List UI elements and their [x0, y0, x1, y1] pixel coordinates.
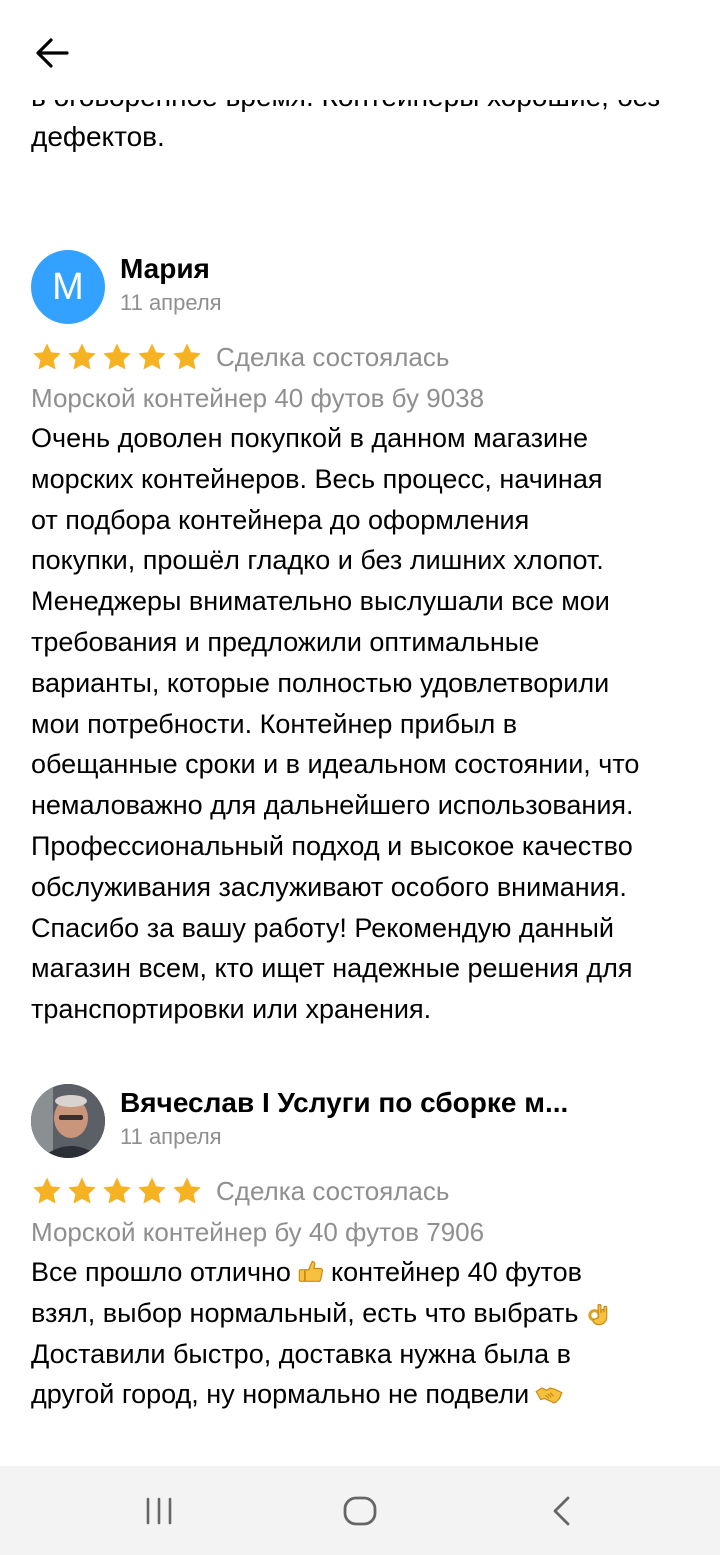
review-text-line: морских контейнеров. Весь процесс, начиная: [31, 463, 603, 494]
star-icon: [66, 341, 98, 373]
deal-status: Сделка состоялась: [216, 1176, 450, 1206]
review-text-fragment: контейнер 40 футов: [330, 1257, 582, 1287]
review-text-line: немаловажно для дальнейшего использования.: [31, 790, 634, 821]
review-text-line: [31, 1374, 701, 1415]
star-icon: [171, 341, 203, 373]
star-icon: [31, 1175, 63, 1207]
review-card: [31, 250, 701, 1030]
recent-apps-icon: [144, 1497, 174, 1525]
star-icon: [171, 1175, 203, 1207]
review-text-line: [31, 1293, 701, 1334]
arrow-left-icon: [35, 38, 69, 68]
avatar[interactable]: [31, 250, 105, 324]
review-text-line: требования и предложили оптимальные: [31, 626, 540, 657]
review-text: [31, 418, 701, 1030]
star-icon: [136, 341, 168, 373]
home-button[interactable]: [330, 1486, 390, 1536]
author-name[interactable]: Вячеслав I Услуги по сборке м...: [120, 1087, 569, 1118]
review-date: 11 апреля: [120, 1124, 222, 1149]
star-icon: [31, 341, 63, 373]
system-navigation-bar: [0, 1466, 720, 1555]
star-icon: [66, 1175, 98, 1207]
avatar[interactable]: [31, 1084, 105, 1158]
handshake-icon: [535, 1381, 563, 1409]
avatar-letter: М: [52, 265, 84, 308]
review-text-line: дефектов.: [31, 121, 165, 152]
review-text-line: магазин всем, кто ищет надежные решения для: [31, 953, 633, 984]
review-date: 11 апреля: [120, 290, 222, 315]
deal-status: Сделка состоялась: [216, 342, 450, 372]
back-button[interactable]: [30, 34, 74, 72]
top-app-bar: [0, 0, 720, 100]
review-text-line: Менеджеры внимательно выслушали все мои: [31, 586, 610, 617]
system-back-button[interactable]: [532, 1486, 592, 1536]
review-text-line: Спасибо за вашу работу! Рекомендую данный: [31, 912, 614, 943]
review-text-fragment: взял, выбор нормальный, есть что выбрать: [31, 1297, 579, 1328]
star-rating: [31, 1175, 203, 1207]
review-text-line: Очень доволен покупкой в данном магазине: [31, 423, 589, 453]
review-text-line: мои потребности. Контейнер прибыл в: [31, 708, 518, 739]
chevron-left-icon: [551, 1496, 573, 1526]
review-text-line: обещанные сроки и в идеальном состоянии, что: [31, 749, 640, 780]
star-icon: [101, 341, 133, 373]
star-icon: [136, 1175, 168, 1207]
home-icon: [343, 1496, 377, 1526]
review-text-line: Доставили быстро, доставка нужна была в: [31, 1338, 572, 1369]
product-name: Морской контейнер 40 футов бу 9038: [31, 383, 485, 413]
rating-row: [31, 338, 701, 376]
review-text-line: транспортировки или хранения.: [31, 994, 432, 1025]
ok-hand-icon: [584, 1299, 612, 1327]
recent-apps-button[interactable]: [129, 1486, 189, 1536]
review-text-fragment: Все прошло отлично: [31, 1257, 291, 1287]
review-text-line: [31, 1252, 701, 1293]
review-header: [31, 250, 701, 332]
review-text-line: Профессиональный подход и высокое качество: [31, 830, 633, 861]
review-text: [31, 1252, 701, 1415]
thumbs-up-icon: [297, 1258, 325, 1286]
user-photo-icon: [31, 1084, 105, 1158]
star-rating: [31, 341, 203, 373]
review-text-line: покупки, прошёл гладко и без лишних хлопот.: [31, 545, 604, 576]
review-text-line: от подбора контейнера до оформления: [31, 504, 530, 535]
review-text-fragment: другой город, ну нормально не подвели: [31, 1379, 530, 1410]
star-icon: [101, 1175, 133, 1207]
review-card: [31, 1084, 701, 1415]
review-header: [31, 1084, 701, 1166]
author-name[interactable]: Мария: [120, 253, 210, 284]
review-text-line: варианты, которые полностью удовлетворили: [31, 667, 610, 698]
rating-row: [31, 1172, 701, 1210]
product-name: Морской контейнер бу 40 футов 7906: [31, 1217, 485, 1247]
review-text-line: обслуживания заслуживают особого внимания.: [31, 871, 627, 902]
